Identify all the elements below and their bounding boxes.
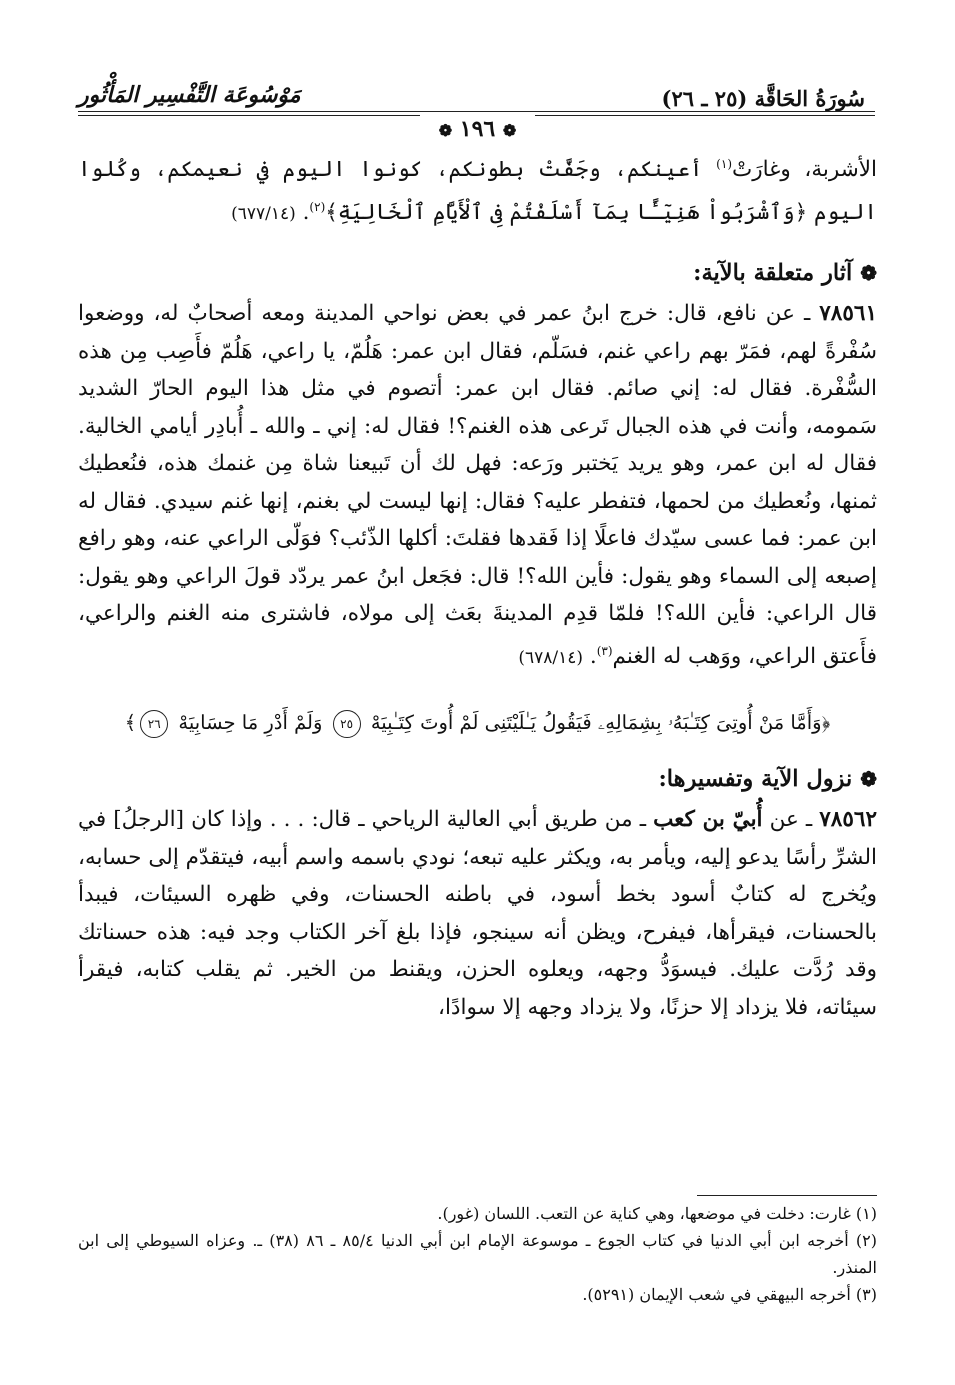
ayah-number-marker: ٢٦: [140, 710, 168, 738]
footnote-ref-1[interactable]: (١): [716, 157, 732, 171]
footnote-separator: [697, 1195, 877, 1196]
main-text: [78, 146, 877, 1026]
quran-verse: ﴿وَأَمَّا مَنْ أُوتِىَ كِتَـٰبَهُۥ بِشِمَالِهِۦ فَيَقُولُ يَـٰلَيْتَنِى لَمْ أُوتَ كِتَـٰبِيَهْ ٢٥ وَلَمْ أَدْرِ مَا حِسَابِيَهْ ٢٦﴾: [78, 703, 877, 743]
ornament-icon: ❁: [502, 121, 517, 140]
book-title: مَوْسُوعَة التَّفْسِير المَأْثُور: [78, 82, 301, 108]
page-number: ١٩٦: [459, 116, 496, 142]
intro-paragraph: الأشربة، وغارَتْ$^{(١)}$ أعينكم، وجَفَّتْ بطونكم، كونوا اليوم في نعيمكم، وكُلوا اليوم ﴿وَٱشْرَبُواْ هَنِيٓـًٔا بِمَآ أَسْلَفْتُمْ فِى ٱلْأَيَّامِ ٱلْخَالِيَةِ﴾$^{(٢)}$. (٦٧٧/١٤): [78, 157, 877, 225]
footnote-ref-2[interactable]: (٢): [309, 199, 326, 214]
volume-reference: (٦٧٧/١٤): [231, 203, 296, 224]
surah-header: سُورَةُ الحَاقَّة (٢٥ ـ ٢٦): [661, 86, 865, 111]
section-heading-nuzul: ❁نزول الآية وتفسيرها:: [658, 766, 877, 793]
section-heading-athar: ❁آثار متعلقة بالآية:: [693, 260, 877, 287]
athar-number: ٧٨٥٦١: [819, 301, 877, 327]
flower-icon: ❁: [860, 767, 877, 792]
footnote-3: (٣) أخرجه البيهقي في شعب الإيمان (٥٢٩١).: [582, 1285, 877, 1304]
ayah-number-marker: ٢٥: [333, 710, 361, 738]
athar-number: ٧٨٥٦٢: [819, 807, 877, 833]
volume-reference: (٦٧٨/١٤): [518, 647, 584, 668]
ornament-icon: ❁: [438, 121, 453, 140]
narrator-name: أُبيّ بن كعب: [653, 807, 763, 833]
flower-icon: ❁: [860, 261, 877, 286]
footnote-ref-3[interactable]: (٣): [596, 643, 613, 658]
nuzul-paragraph: ٧٨٥٦٢ ـ عن أُبيّ بن كعب ـ من طريق أبي العالية الرياحي ـ قال: . . . وإذا كان [الرجلُ] في الشرِّ رأسًا يدعو إليه، ويأمر به، ويكثر عليه تبعه؛ نودي باسمه واسم أبيه، فيتقدّم إلى حسابه، ويُخرج له كتابٌ أسود بخط أسود، في باطنه الحسنات، وفي ظهره السيئات، فيبدأ بالحسنات، فيقرأها، فيفرح، ويظن أنه سينجو، فإذا بلغ آخر الكتاب وجد فيه: هذه حسناتك وقد رُدَّت عليك. فيسوَدُّ وجهه، ويعلوه الحزن، ويقنط من الخير. ثم يقلب كتابه، فيقرأ سيئاته، فلا يزداد إلا حزنًا، ولا يزداد وجهه إلا سوادًا،: [78, 807, 877, 1020]
footnotes: [78, 1200, 877, 1308]
footnote-1: (١) غارت: دخلت في موضعها، وهي كناية عن التعب. اللسان (غور).: [437, 1204, 877, 1223]
page-number-box: [420, 114, 535, 146]
footnote-2: (٢) أخرجه ابن أبي الدنيا في كتاب الجوع ـ موسوعة الإمام ابن أبي الدنيا ٨٥/٤ ـ ٨٦ (٣٨) ـ. وعزاه السيوطي إلى ابن المنذر.: [78, 1231, 878, 1277]
athar-paragraph: ٧٨٥٦١ ـ عن نافع، قال: خرج ابنُ عمر في بعض نواحي المدينة ومعه أصحابٌ له، ووضعوا سُفْرةً لهم، فمَرّ بهم راعي غنم، فسَلّم، فقال ابن عمر: هَلُمّ، يا راعي، هَلُمّ فأَصِب مِن هذه السُّفْرة. فقال له: إني صائم. فقال ابن عمر: أتصوم في مثل هذا اليوم الحارّ الشديد سَمومه، وأنت في هذه الجبال تَرعى هذه الغنم؟! فقال له: إني ـ والله ـ أُبادِر أيامي الخالية. فقال له ابن عمر، وهو يريد يَختبر ورَعه: فهل لك أن تَبيعنا شاة مِن غنمك هذه، فنُعطيك ثمنها، ونُعطيك من لحمها، فتفطر عليه؟ فقال: إنها ليست لي بغنم، إنها غنم سيدي. فقال له ابن عمر: فما عسى سيّدك فاعلًا إذا فَقدها فقلتَ: أكلها الذّئب؟ فوَلّى الراعي عنه، وهو رافع إصبعه إلى السماء وهو يقول: فأين الله؟! قال: فجَعل ابنُ عمر يردّد قولَ الراعي وهو يقول: قال الراعي: فأين الله؟! فلمّا قدِم المدينةَ بعَث إلى مولاه، فاشترى منه الغنم والراعي، فأَعتق الراعي، ووَهب له الغنم$^{(٣)}$. (٦٧٨/١٤): [78, 301, 877, 669]
